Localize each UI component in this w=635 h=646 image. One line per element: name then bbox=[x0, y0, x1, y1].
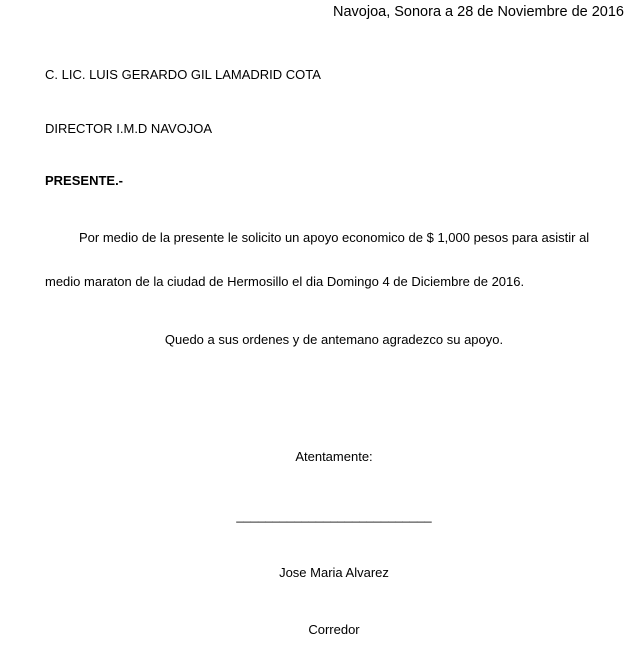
signer-role: Corredor bbox=[308, 622, 360, 637]
recipient-title: DIRECTOR I.M.D NAVOJOA bbox=[45, 121, 213, 136]
valediction: Atentamente: bbox=[295, 449, 373, 464]
signature-line: ___________________________ bbox=[236, 508, 432, 523]
recipient-name: C. LIC. LUIS GERARDO GIL LAMADRID COTA bbox=[45, 67, 321, 82]
body-paragraph-line-1: Por medio de la presente le solicito un apoyo economico de $ 1,000 pesos para asistir al bbox=[79, 230, 590, 245]
signer-name: Jose Maria Alvarez bbox=[279, 565, 389, 580]
body-paragraph-line-2: medio maraton de la ciudad de Hermosillo el dia Domingo 4 de Diciembre de 2016. bbox=[45, 274, 525, 289]
date-line: Navojoa, Sonora a 28 de Noviembre de 2016 bbox=[333, 4, 624, 20]
closing-sentence: Quedo a sus ordenes y de antemano agradezco su apoyo. bbox=[164, 332, 504, 347]
greeting: PRESENTE.- bbox=[45, 173, 124, 188]
